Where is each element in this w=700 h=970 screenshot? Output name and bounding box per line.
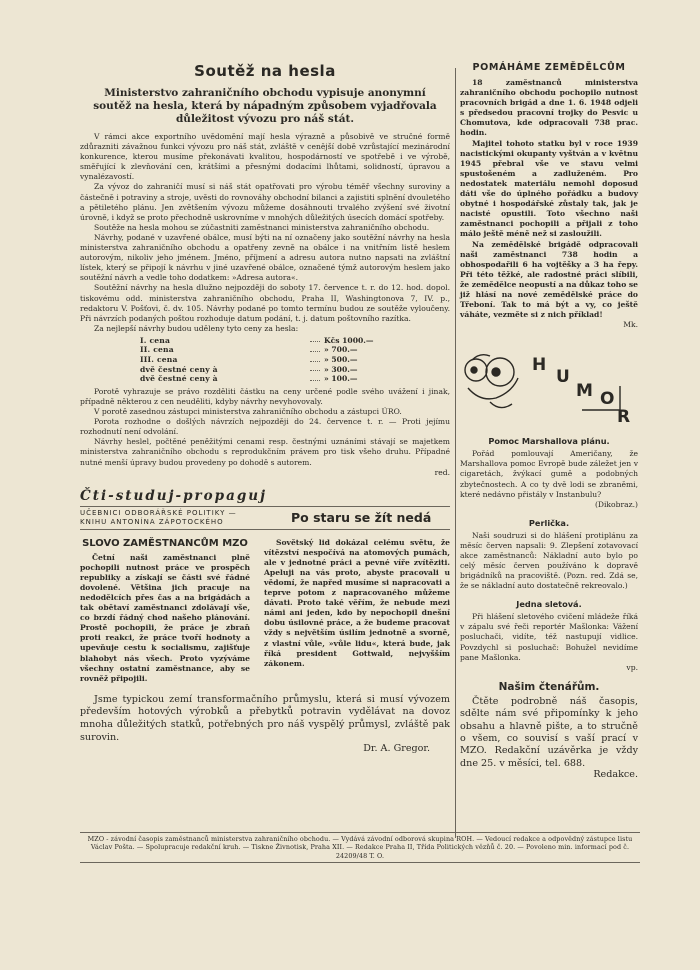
- prize-row: [140, 365, 380, 375]
- humor-letter: R: [617, 407, 631, 428]
- humor-letter: U: [556, 367, 570, 388]
- contest-paragraph: Soutěže na hesla mohou se zúčastniti zaměstnanci ministerstva zahraničního obchodu.: [94, 222, 430, 232]
- right-paragraph: Na zemědělské brigádě odpracovali naši zaměstnanci 738 hodin a obhospodařili 6 ha vojtěšky a 3 ha řepy. Při této těžké, ale radostné práci slíbili, že zemědělce neopustí a na důkaz toho se již hlásí na nové zemědělské práce do Třeboní. Tak to má být a vy, co ještě váháte, vezměte si z nich příklad!: [460, 239, 639, 320]
- contest-paragraph: Porotě vyhrazuje se právo rozděliti částku na ceny určené podle svého uvážení i jinak, případně některou z cen neuděliti, kdyby návrhy nevyhovovaly.: [80, 386, 450, 406]
- humor-letter: O: [600, 389, 615, 410]
- prize-label: dvě čestné ceny à: [140, 374, 218, 384]
- prize-value: » 500.—: [324, 355, 358, 365]
- humor-heading: Jedna sletová.: [516, 599, 582, 610]
- prize-leader: [310, 336, 320, 343]
- humor-letter: H: [532, 355, 547, 376]
- right-paragraph: Majitel tohoto statku byl v roce 1939 nacistickými okupanty vyštván a v květnu 1945 přebral vše ve stavu velmi spustošeném a zadluženém. Pro nedostatek materiálu nemohl doposud dáti vše do úplného pořádku a budovy obytné i hospodářské zůstaly tak, jak je nacisté opustili. Toto všechno naši zaměstnanci pochopili a přijali z toho málo ještě méně než si zasloužili.: [460, 138, 638, 239]
- readers-text: Čtěte podrobně náš časopis, sdělte nám své připomínky k jeho obsahu a hlavně pište, a to stručně o všem, co souvisí s vaší prací v MZO. Redakční uzávěrka je vždy dne 25. v měsíci, tel. 688.: [460, 695, 638, 769]
- cti-banner: [80, 509, 450, 527]
- humor-text: Pořád pomlouvají Američany, že Marshallova pomoc Evropě bude záležet jen v cigaretách, žvýkací gumě a podobných zbytečnostech. A co ty dvě lodi se zbraněmi, které nedávno přistály v Instanbulu?: [460, 449, 638, 499]
- prize-table: [140, 336, 450, 384]
- left-column: [80, 62, 450, 754]
- prize-value: Kčs 1000.—: [324, 335, 374, 345]
- prize-row: [140, 355, 380, 365]
- humor-letter: M: [576, 381, 593, 402]
- cti-subtitle: [80, 509, 285, 527]
- gregor-quote: Jsme typickou zemí transformačního průmyslu, která si musí vývozem především hotových výrobků a přebytků potravin vydělávat na dovoz mnoha důležitých statků, potřebných pro náš vyspělý průmysl, zvláště pak surovin.: [80, 693, 450, 743]
- contest-lead: Ministerstvo zahraničního obchodu vypisuje anonymní soutěž na hesla, která by nápadným způsobem vyjadřovala důležitost vývozu pro náš stát.: [93, 87, 437, 125]
- contest-paragraph: Návrhy heslel, počtěné peněžitými cenami resp. čestnými uznáními stávají se majetkem ministerstva zahraničního obchodu s reprodukčním právem pro tisk všeho druhu. Případné nutné menší úpravy budou provedeny po dohodě s autorem.: [80, 437, 450, 467]
- prize-label: dvě čestné ceny à: [140, 364, 218, 374]
- contest-title: Soutěž na hesla: [194, 62, 336, 80]
- humor-heading: Perlička.: [528, 517, 570, 528]
- contest-signature: red.: [434, 467, 450, 477]
- prize-row: [140, 345, 380, 355]
- humor-text: Naši soudruzi si do hlášení protiplánu za měsíc červen napsali: 9. Zlepšení zotavovací akce zaměstnanců: Nákladní auto bylo po celý měsíc červen používáno k dopravě brigádníků na pracoviště. (Pozn. red. Zdá se, že se nákladní auto dostatečně rekreovalo.): [460, 530, 638, 591]
- prize-row: [140, 374, 380, 384]
- prize-label: III. cena: [140, 355, 178, 365]
- humor-illustration: [460, 342, 638, 428]
- slovo-title: SLOVO ZAMĚSTNANCŮM MZO: [82, 537, 248, 549]
- humor-banner: [460, 342, 638, 428]
- slovo-left-text: Četní naši zaměstnanci plně pochopili nutnost práce ve prospěch republiky a získají se části své řádné dovolené. Většina jich pracuje na nedodělcích přes čas a na brigádách a tak obětaví zaměstnanci zdolávají vše, co brzdí řádný chod našeho plánování. Prostě pochopili, že práce je zbraň proti reakci, že práce tvoří hodnoty a upevňuje cestu k socialismu, zajišťuje blahobyt nás všech. Proto vyzýváme všechny ostatní zaměstnance, aby se rovněž připojili.: [80, 552, 250, 683]
- prize-label: I. cena: [140, 335, 171, 345]
- prize-row: [140, 336, 380, 346]
- prize-value: » 300.—: [324, 364, 358, 374]
- contest-paragraph: Za vývoz do zahraničí musí si náš stát opatřovati pro výrobu téměř všechny suroviny a částečně i potraviny a stroje, uvěsti do rovnováhy obchodní bilanci a zajistiti splnění dvouletého a pětiletého plánu. Jen zvětšením vývozu můžeme dosáhnouti trvalého zvýšení své životní úrovně, i když se proto přechodně uskrovníme v mnohých důležitých úsecích domácí spotřeby.: [80, 182, 450, 222]
- right-column: [460, 62, 638, 780]
- imprint-footer: [80, 832, 640, 863]
- prize-leader: [310, 345, 320, 352]
- prize-value: » 100.—: [324, 374, 358, 384]
- cti-book-title: Po staru se žít nedá: [291, 510, 432, 526]
- contest-paragraph: Návrhy, podané v uzavřené obálce, musí býti na ní označeny jako soutěžní návrhy na hesla ministerstva zahraničního obchodu a opatřeny zevně na obálce i na vnitřním listě heslem autorovým, nikoliv jeho jménem. Jméno, příjmení a adresu autora nutno napsati na zvláštní lístek, který se připojí k návrhu v jiné uzavřené obálce, označené týmž autorovým heslem jako soutěžní návrh a vedle toho dodatkem: »Adresa autora«.: [80, 232, 450, 283]
- right-paragraph: 18 zaměstnanců ministerstva zahraničního obchodu pochopilo nutnost pracovních brigád a dne 1. 6. 1948 odjeli s předsedou pracovní trojky do Pesvic u Chomutova, kde odpracovali 738 prac. hodin.: [460, 78, 638, 138]
- humor-source: (Dikobraz.): [594, 499, 638, 509]
- column-divider: [455, 68, 456, 838]
- divider: [80, 862, 640, 863]
- right-signature: Mk.: [623, 320, 638, 330]
- readers-signature: Redakce.: [593, 769, 638, 781]
- right-title: POMÁHÁME ZEMĚDĚLCŮM: [472, 62, 626, 73]
- contest-paragraph: Porota rozhodne o došlých návrzích nejpozději do 24. července t. r. — Proti jejímu rozhodnutí není odvolání.: [80, 417, 450, 437]
- prize-leader: [310, 374, 320, 381]
- cti-subtitle-line: UČEBNICI ODBORÁŘSKÉ POLITIKY —: [80, 508, 237, 517]
- prize-leader: [310, 355, 320, 362]
- imprint-text: MZO - závodní časopis zaměstnanců ministerstva zahraničního obchodu. — Vydává závodní odborová skupina ROH. — Vedoucí redakce a odpovědný zástupce listu Václav Pošta. — Spolupracuje redakční kruh. — Tiskne Živnotisk, Praha XII. — Redakce Praha II, Třída Politických vězňů č. 20. — Povoleno min. informací pod č. 24209/48 T. O.: [87, 835, 633, 860]
- contest-paragraph: Soutěžní návrhy na hesla dlužno nejpozději do soboty 17. července t. r. do 12. hod. dopol. tiskovému odd. ministerstva zahraničního obchodu, Praha II, Washingtonova 7, IV. p., redaktoru V. Pošťovi, č. dv. 105. Návrhy podané po tomto termínu budou ze soutěže vyloučeny. Při návrzích podaných poštou rozhoduje datum podání, t. j. datum poštovního razítka.: [80, 283, 450, 323]
- prize-leader: [310, 365, 320, 372]
- prize-label: II. cena: [140, 345, 174, 355]
- cti-title: Čti-studuj-propaguj: [80, 487, 267, 504]
- divider: [80, 529, 450, 530]
- humor-text: Při hlášení sletového cvičení mládeže říká v zápalu své řeči reportér Mašlonka: Vážení posluchači, vidíte, též nastupují vidlice. Povzdychl si posluchač: Bohužel nevidíme pane Mašlonka.: [460, 612, 638, 662]
- slovo-section: [80, 538, 450, 684]
- humor-signature: vp.: [626, 662, 638, 672]
- prize-value: » 700.—: [324, 345, 358, 355]
- divider: [80, 506, 450, 507]
- gregor-signature: Dr. A. Gregor.: [363, 743, 430, 755]
- contest-paragraph: V porotě zasednou zástupci ministerstva zahraničního obchodu a zástupci ÚRO.: [94, 407, 402, 417]
- contest-paragraph: V rámci akce exportního uvědomění mají hesla výrazně a působivě ve stručné formě zdůrazniti závažnou funkci vývozu pro náš stát, zvláště v cenější době vzrůstající mezinárodní konkurence, kterou musíme překonávati kvalitou, hospodárností ve spotřebě i ve výrobě, směřující k zlevňování cen, krátšími a přesnými dodacími lhůtami, solidností, úpravou a vynalézavostí.: [80, 132, 450, 182]
- slovo-right-text: Sovětský lid dokázal celému světu, že vítězství nespočívá na atomových pumách, ale v jednotné práci a pevné víře zvítěziti. Apeluji na vás proto, abyste pracovali u vědomí, že napřed musíme si napracovati a teprve potom z napracovaného můžeme dávati. Proto také věřím, že nebude mezi námi ani jeden, kdo by nepochopil dnešní dobu úsilovné práce, a že budeme pracovat vždy s největším úsilím jednotně a svorně, z vlastní vůle, »vůle lidu«, která bude, jak říká president Gottwald, nejvyšším zákonem.: [264, 537, 450, 668]
- contest-paragraph: Za nejlepší návrhy budou uděleny tyto ceny za hesla:: [94, 323, 299, 333]
- humor-heading: Pomoc Marshallova plánu.: [488, 436, 610, 447]
- slovo-right-column: [264, 538, 450, 684]
- cti-subtitle-line: KNIHU ANTONÍNA ZÁPOTOCKÉHO: [80, 517, 224, 526]
- slovo-left-column: [80, 538, 250, 684]
- readers-title: Našim čtenářům.: [498, 680, 600, 693]
